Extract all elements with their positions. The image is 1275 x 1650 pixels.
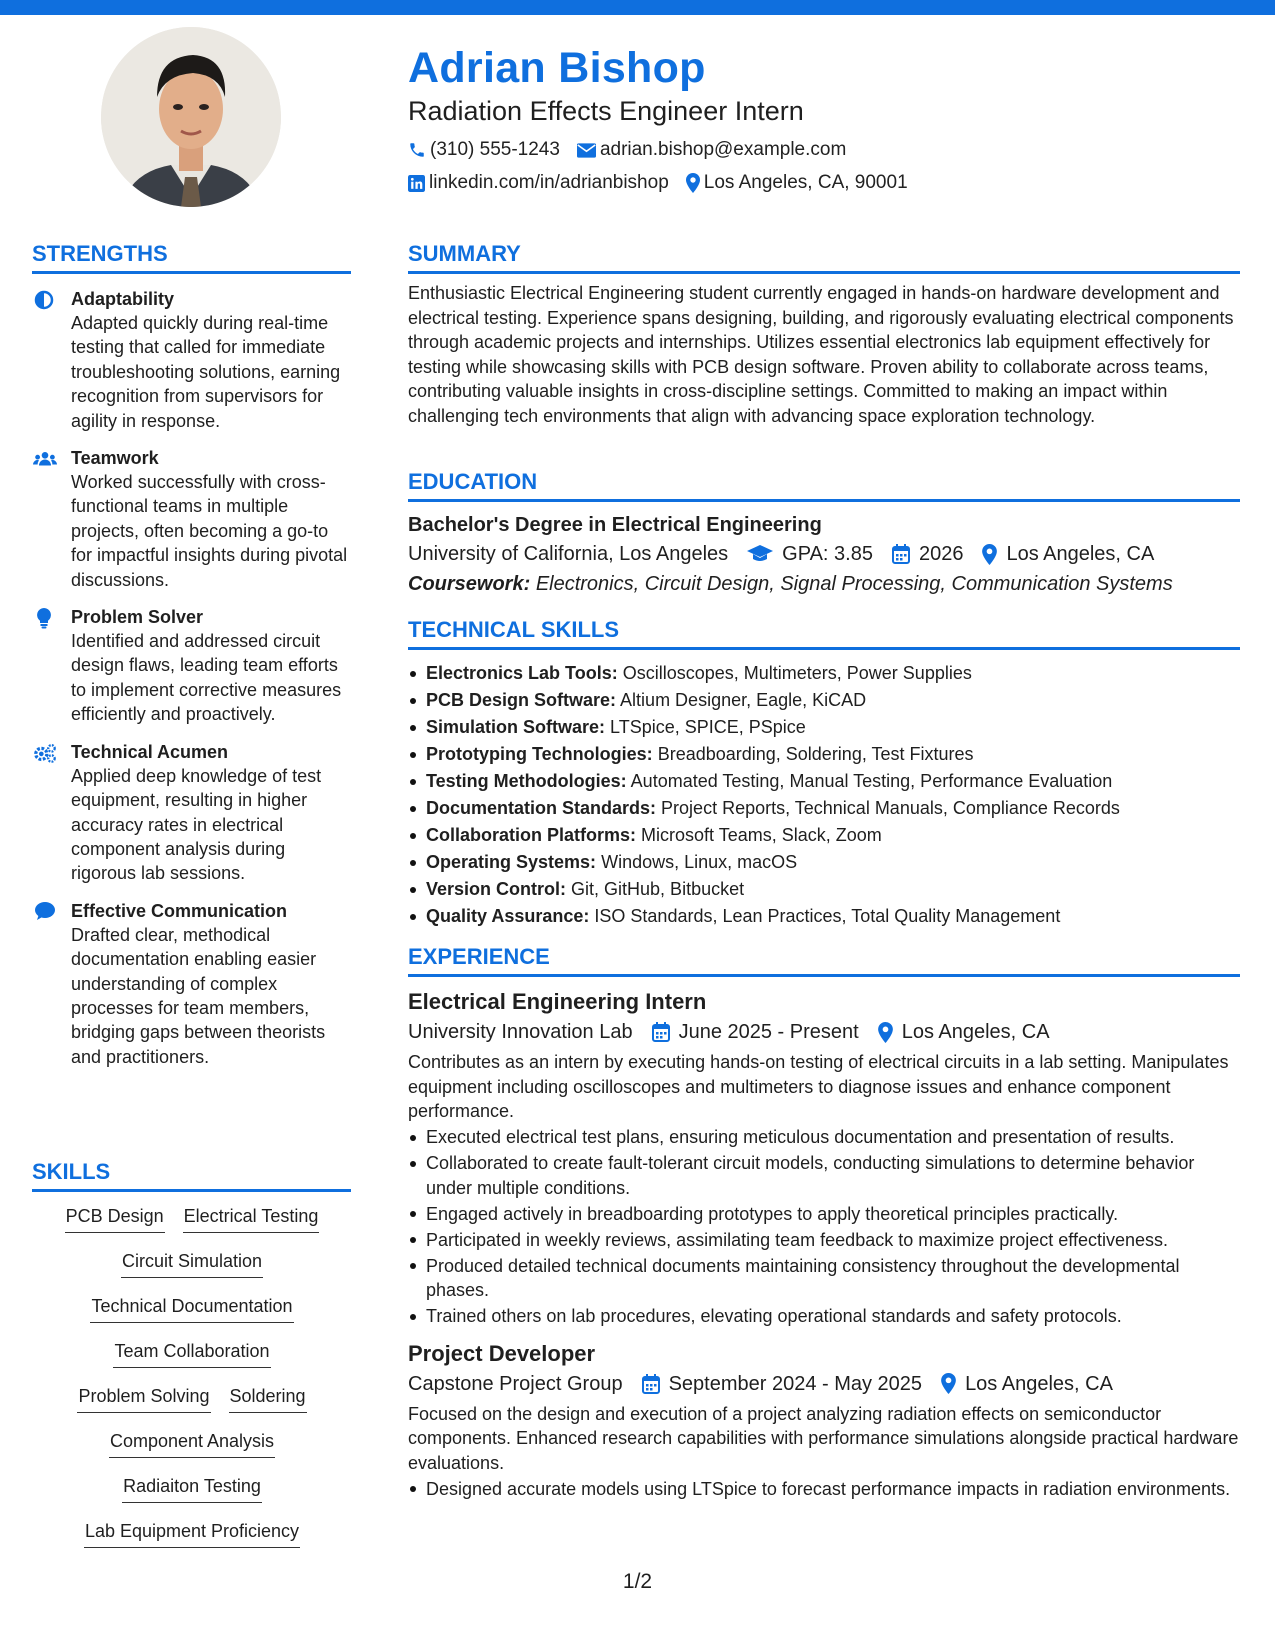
job-location xyxy=(878,1017,1050,1047)
users-icon xyxy=(33,448,57,470)
tech-skill-label: Operating Systems: xyxy=(426,852,597,872)
job-location-text: Los Angeles, CA xyxy=(901,1021,1050,1043)
strength-title: Teamwork xyxy=(71,448,159,469)
job-bullets xyxy=(408,1477,1240,1502)
strength-title: Problem Solver xyxy=(71,607,204,628)
contact-row xyxy=(408,171,1238,195)
skill-tag: Problem Solving xyxy=(77,1384,210,1413)
skill-row xyxy=(32,1339,352,1384)
tech-skill-value: LTSpice, SPICE, PSpice xyxy=(610,717,806,737)
strength-description: Adapted quickly during real-time testing that called for immediate troubleshooting solutions, earning recognition from supervisors for agility in response. xyxy=(71,313,341,431)
tech-skill-item xyxy=(408,768,1240,795)
map-pin-icon xyxy=(982,544,997,565)
strength-item xyxy=(32,740,352,886)
job-bullet: Collaborated to create fault-tolerant circuit models, conducting simulations to determine behavior under multiple conditions. xyxy=(408,1151,1240,1200)
strength-item xyxy=(32,287,352,433)
strength-description: Identified and addressed circuit design flaws, leading team efforts to implement corrective measures efficiently and proactively. xyxy=(71,631,342,725)
job-bullet: Trained others on lab procedures, elevating operational standards and safety protocols. xyxy=(408,1304,1240,1329)
strength-item xyxy=(32,899,352,1069)
candidate-title: Radiation Effects Engineer Intern xyxy=(408,96,804,126)
job-role: Electrical Engineering Intern xyxy=(408,989,707,1014)
phone-contact xyxy=(408,138,560,162)
coursework-list: Electronics, Circuit Design, Signal Processing, Communication Systems xyxy=(535,573,1173,595)
grad-year xyxy=(892,539,964,569)
strength-title: Technical Acumen xyxy=(71,741,229,762)
location-contact xyxy=(686,171,908,195)
candidate-name: Adrian Bishop xyxy=(408,44,706,92)
technical-skills-list xyxy=(408,660,1240,930)
phone-text: (310) 555-1243 xyxy=(430,139,560,160)
tech-skill-item xyxy=(408,822,1240,849)
lightbulb-icon xyxy=(33,607,57,629)
edu-location xyxy=(982,539,1154,569)
job-bullets xyxy=(408,1125,1240,1329)
dates-text: June 2025 - Present xyxy=(678,1021,859,1043)
graduation-cap-icon xyxy=(747,545,773,563)
job-description: Focused on the design and execution of a project analyzing radiation effects on semiconductor components. Enhanced research capabilities with performance simulations alongside practical hardware evaluations. xyxy=(408,1403,1239,1473)
gears-icon xyxy=(33,742,57,764)
job-location xyxy=(941,1369,1113,1399)
tech-skill-item xyxy=(408,795,1240,822)
strength-item xyxy=(32,605,352,727)
education-heading: EDUCATION xyxy=(408,468,1240,502)
top-accent-bar xyxy=(0,0,1275,15)
strength-description: Applied deep knowledge of test equipment, resulting in higher accuracy rates in electrical component analysis during rigorous lab sessions. xyxy=(71,765,322,884)
education-meta xyxy=(408,539,1240,569)
skill-row xyxy=(32,1474,352,1519)
tech-skill-value: Git, GitHub, Bitbucket xyxy=(571,879,745,899)
job-bullet: Executed electrical test plans, ensuring meticulous documentation and presentation of results. xyxy=(408,1125,1240,1150)
job-entry xyxy=(408,987,1240,1329)
skill-tag: Team Collaboration xyxy=(113,1339,270,1368)
tech-skill-label: Testing Methodologies: xyxy=(426,771,627,791)
contact-row xyxy=(408,138,1238,162)
tech-skill-item xyxy=(408,903,1240,930)
tech-skill-label: Electronics Lab Tools: xyxy=(426,663,618,683)
skill-row xyxy=(32,1204,352,1249)
dates-text: September 2024 - May 2025 xyxy=(668,1372,923,1395)
skill-tag: Electrical Testing xyxy=(183,1204,320,1233)
tech-skill-value: ISO Standards, Lean Practices, Total Quality Management xyxy=(594,906,1061,926)
linkedin-icon xyxy=(408,175,425,192)
tech-skill-value: Breadboarding, Soldering, Test Fixtures xyxy=(657,744,974,764)
job-meta xyxy=(408,1017,1240,1047)
coursework xyxy=(408,569,1240,599)
gpa-text: GPA: 3.85 xyxy=(782,543,873,565)
technical-skills-heading: TECHNICAL SKILLS xyxy=(408,616,1240,650)
email-contact[interactable] xyxy=(577,138,846,162)
location-text: Los Angeles, CA, 90001 xyxy=(703,172,908,193)
job-org xyxy=(408,1369,623,1399)
job-bullet: Engaged actively in breadboarding prototypes to apply theoretical principles practically. xyxy=(408,1202,1240,1227)
linkedin-contact[interactable] xyxy=(408,171,669,195)
tech-skill-label: PCB Design Software: xyxy=(426,690,617,710)
skills-list xyxy=(32,1204,352,1564)
gpa xyxy=(747,539,873,569)
resume-header xyxy=(408,42,1238,195)
job-org xyxy=(408,1017,633,1047)
skills-heading: SKILLS xyxy=(32,1158,351,1192)
strength-title: Effective Communication xyxy=(71,900,288,921)
job-bullet: Produced detailed technical documents maintaining consistency throughout the developmental phases. xyxy=(408,1254,1240,1303)
tech-skill-label: Version Control: xyxy=(426,879,567,899)
skill-row xyxy=(32,1384,352,1429)
skill-row xyxy=(32,1429,352,1474)
skill-tag: Component Analysis xyxy=(109,1429,275,1458)
skill-row xyxy=(32,1519,352,1564)
skill-tag: Technical Documentation xyxy=(90,1294,293,1323)
org-name: Capstone Project Group xyxy=(408,1372,623,1395)
tech-skill-value: Altium Designer, Eagle, KiCAD xyxy=(620,690,867,710)
job-description: Contributes as an intern by executing hands-on testing of electrical circuits in a lab setting. Manipulates equipment including oscilloscopes and multimeters to diagnose issues and enhance component performance. xyxy=(408,1052,1229,1121)
strengths-list xyxy=(32,287,352,1082)
strength-description: Worked successfully with cross-functional teams in multiple projects, often becoming a go-to for impactful insights during pivotal discussions. xyxy=(71,472,348,590)
calendar-icon xyxy=(892,544,910,564)
tech-skill-label: Collaboration Platforms: xyxy=(426,825,637,845)
map-pin-icon xyxy=(686,173,700,193)
education-entry xyxy=(408,512,1240,599)
skill-tag: PCB Design xyxy=(65,1204,165,1233)
year-text: 2026 xyxy=(918,543,964,565)
tech-skill-item xyxy=(408,660,1240,687)
tech-skill-label: Simulation Software: xyxy=(426,717,606,737)
edu-location-text: Los Angeles, CA xyxy=(1006,543,1155,565)
tech-skill-value: Project Reports, Technical Manuals, Compliance Records xyxy=(661,798,1120,818)
tech-skill-item xyxy=(408,741,1240,768)
strength-title: Adaptability xyxy=(71,289,175,309)
school-name: University of California, Los Angeles xyxy=(408,543,729,565)
experience-heading: EXPERIENCE xyxy=(408,943,1240,977)
job-meta xyxy=(408,1369,1240,1399)
skill-row xyxy=(32,1294,352,1339)
tech-skill-item xyxy=(408,687,1240,714)
strength-item xyxy=(32,446,352,592)
job-location-text: Los Angeles, CA xyxy=(965,1372,1113,1395)
tech-skill-value: Oscilloscopes, Multimeters, Power Supplies xyxy=(622,663,972,683)
school xyxy=(408,539,728,569)
page-number: 1/2 xyxy=(622,1570,653,1593)
coursework-label: Coursework: xyxy=(408,573,531,595)
speech-bubble-icon xyxy=(33,901,57,923)
tech-skill-label: Quality Assurance: xyxy=(426,906,590,926)
job-dates xyxy=(642,1369,923,1399)
half-circle-icon xyxy=(33,289,57,311)
tech-skill-item xyxy=(408,876,1240,903)
job-bullet: Participated in weekly reviews, assimilating team feedback to maximize project effectiveness. xyxy=(408,1228,1240,1253)
experience-list xyxy=(408,987,1240,1511)
tech-skill-value: Windows, Linux, macOS xyxy=(601,852,798,872)
skill-tag: Lab Equipment Proficiency xyxy=(84,1519,300,1548)
tech-skill-item xyxy=(408,714,1240,741)
job-entry xyxy=(408,1339,1240,1502)
strength-description: Drafted clear, methodical documentation enabling easier understanding of complex processes for team members, bridging gaps between theorists and practitioners. xyxy=(71,924,326,1067)
strengths-heading: STRENGTHS xyxy=(32,240,351,274)
tech-skill-label: Documentation Standards: xyxy=(426,798,657,818)
job-role: Project Developer xyxy=(408,1340,596,1366)
envelope-icon xyxy=(577,143,596,158)
calendar-icon xyxy=(652,1022,670,1042)
profile-photo xyxy=(101,27,281,207)
map-pin-icon xyxy=(878,1022,893,1043)
summary-heading: SUMMARY xyxy=(408,240,1240,274)
org-name: University Innovation Lab xyxy=(408,1021,633,1043)
skill-tag: Soldering xyxy=(229,1384,307,1413)
tech-skill-value: Microsoft Teams, Slack, Zoom xyxy=(641,825,882,845)
linkedin-text[interactable]: linkedin.com/in/adrianbishop xyxy=(429,172,669,193)
tech-skill-value: Automated Testing, Manual Testing, Performance Evaluation xyxy=(630,771,1113,791)
phone-icon xyxy=(408,141,426,159)
job-bullet: Designed accurate models using LTSpice to forecast performance impacts in radiation environments. xyxy=(408,1477,1240,1502)
summary-text: Enthusiastic Electrical Engineering student currently engaged in hands-on hardware development and electrical testing. Experience spans designing, building, and rigorously evaluating electrical components through academic projects and internships. Utilizes essential electronics lab equipment effectively for testing while showcasing skills with PCB design software. Proven ability to collaborate across teams, contributing valuable insights in cross-discipline settings. Committed to making an impact within challenging tech environments that align with advancing space exploration technology. xyxy=(408,283,1234,426)
tech-skill-label: Prototyping Technologies: xyxy=(426,744,653,764)
skill-tag: Radiaiton Testing xyxy=(122,1474,262,1503)
job-dates xyxy=(652,1017,859,1047)
skill-row xyxy=(32,1249,352,1294)
tech-skill-item xyxy=(408,849,1240,876)
calendar-icon xyxy=(642,1374,660,1394)
skill-tag: Circuit Simulation xyxy=(121,1249,263,1278)
email-text[interactable]: adrian.bishop@example.com xyxy=(599,139,847,160)
map-pin-icon xyxy=(941,1373,956,1394)
degree-title: Bachelor's Degree in Electrical Engineering xyxy=(408,514,822,536)
